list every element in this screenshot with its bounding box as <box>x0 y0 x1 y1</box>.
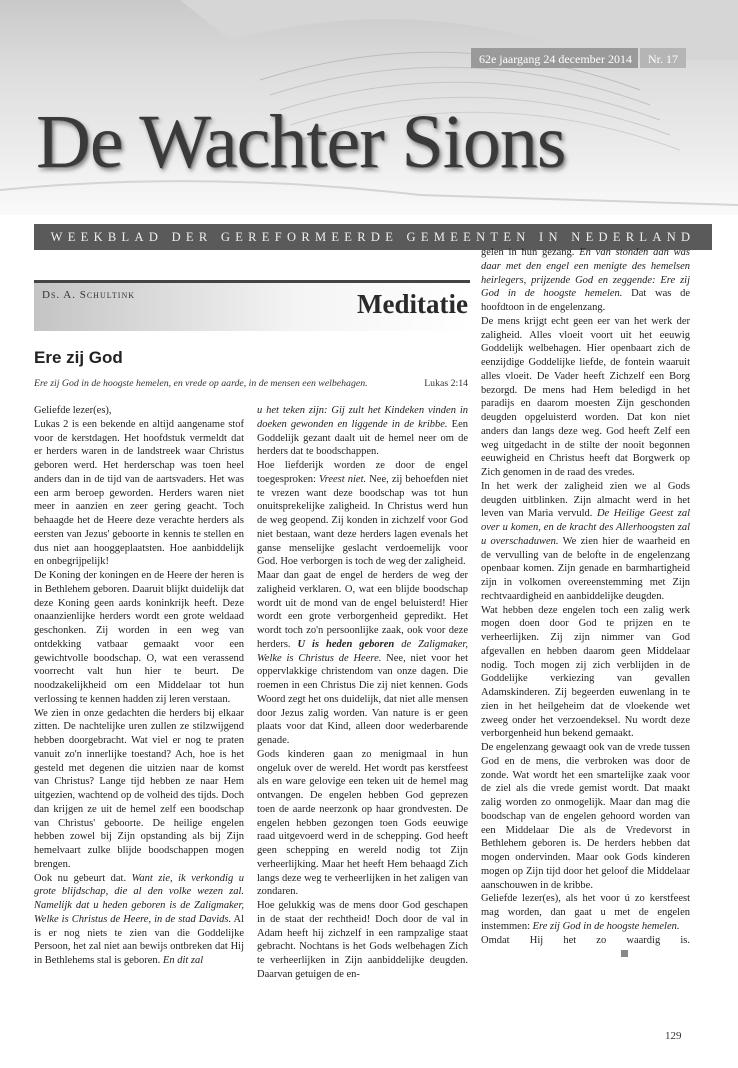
article-title: Ere zij God <box>34 348 123 367</box>
text-column-3 <box>481 246 690 961</box>
section-label: Meditatie <box>357 289 468 319</box>
paragraph: Wat hebben deze engelen toch een zalig werk mogen doen door God te prijzen en te verheerlijken. Zij zijn nimmer van God afgevallen en hebben daarom geen Middelaar nodig. Toch mogen zij zich verblijden in de Goddelijke verkiezing van gevallen Adamskinderen. Zij begeerden euwenlang in te zien in het heilgeheim dat de vloekende wet zweeg onder het verzoendeksel. Nu wordt deze verborgenheid hun bekend gemaakt. <box>481 604 690 740</box>
paragraph: Gods kinderen gaan zo menigmaal in hun ongeluk over de wereld. Het wordt pas kerstfeest als en ware gelovige een teken uit de hemel mag ontvangen. De engelen hebben God geprezen toen de aarde neerzonk op haar grondvesten. De engelen hebben gezongen toen Gods eeuwige raad uitgevoerd werd in de schepping. God heeft geen schepping en wereld nodig tot Zijn verheerlijking. Maar het heeft Hem behaagd Zich langs deze weg te verheerlijken in het zaligen van zondaren. <box>257 748 468 898</box>
end-mark-icon <box>621 950 628 957</box>
verse-text: Ere zij God in de hoogste hemelen, en vrede op aarde, in de mensen een welbehagen. <box>34 378 368 389</box>
paragraph: Geliefde lezer(es), <box>34 405 112 416</box>
paragraph: De engelenzang gewaagt ook van de vrede tussen God en de mens, die verbroken was door de zonde. Wat wordt het een smartelijke zaak voor de ziel als die vrede gemist wordt. Dat maakt zalig worden zo onmogelijk. Maar dan mag die boodschap van de engelen gehoord worden van een Middelaar Die als de Vredevorst in Bethlehem geboren is. De herders hebben dat mogen ondervinden. Maar ook Gods kinderen mogen op Zijn tijd door het geloof die Middelaar aanschouwen in de kribbe. <box>481 742 690 891</box>
page-number: 129 <box>665 1030 682 1042</box>
text-column-2 <box>257 404 468 982</box>
paragraph: Maar dan gaat de engel de herders de weg der zaligheid verklaren. O, wat een blijde boodschap wordt uit de mond van de engel beluisterd! Hier wordt een grote verborgenheid gepredikt. Het wordt toch zo'n persoonlijke zaak, ook voor deze herders. U is heden geboren de Zaligmaker, Welke is Christus de Heere. Nee, niet voor het oppervlakkige christendom van onze dagen. Die roemen in een Christus Die zij niet kennen. Gods Woord zegt het ons duidelijk, dat niet alle mensen door Jezus zalig worden. Van nature is er geen plaats voor dat Kind, alleen door wederbarende genade. <box>257 570 468 746</box>
paragraph: Hoe liefderijk worden ze door de engel toegesproken: Vreest niet. Nee, zij behoefden niet te vrezen want deze boodschap was tot hun onuitsprekelijke zaligheid. In Christus werd hun de weg geopend. Zij konden in zichzelf voor God niet bestaan, want deze herders lagen evenals het ganse menselijke geslacht verdoemelijk voor God. Hoe verborgen is toch de weg der zaligheid. <box>257 460 468 568</box>
paragraph: gelen in hun gezang. En van stonden aan was daar met den engel een menigte des hemelsen heirlegers, prijzende God en zeggende: Ere zij God in de hoogste hemelen. Dat was de hoofdtoon in de engelenzang. <box>481 247 691 313</box>
masthead-title: De Wachter Sions <box>36 100 566 184</box>
paragraph: We zien in onze gedachten die herders bij elkaar zitten. De nachtelijke uren zullen ze stilzwijgend hebben doorgebracht. Wat viel er nog te praten vanuit zo'n innerlijke toestand? Ach, hoe is het gesteld met degenen die uitzien naar de komst van Christus? Lange tijd hebben ze naar Hem uitgezien, wachtend op de volheid des tijds. Doch dan krijgen ze uit de hemel zelf een boodschap van Christus' geboorte. De heilige engelen hebben zowel bij Zijn opstanding als bij Zijn hemelvaart zulke blijde boodschappen mogen brengen. <box>34 707 244 870</box>
issue-date: 62e jaargang 24 december 2014 <box>471 48 638 68</box>
issue-number: Nr. 17 <box>640 48 686 68</box>
paragraph: Geliefde lezer(es), als het voor ú zo kerstfeest mag worden, dan gaat u met de engelen instemmen: Ere zij God in de hoogste hemelen. <box>481 893 690 932</box>
section-header <box>34 280 470 331</box>
verse-reference: Lukas 2:14 <box>424 378 468 389</box>
paragraph: In het werk der zaligheid zien we al Gods deugden uitblinken. Zijn almacht werd in het leven van Maria vervuld. De Heilige Geest zal over u komen, en de kracht des Allerhoogsten zal u overschaduwen. We zien hier de waarheid en de vervulling van de belofte in de engelenzang openbaar komen. Zijn genade en barmhartigheid zijn in volkomen overeenstemming met Zijn rechtvaardigheid en aanbiddelijke deugden. <box>481 480 690 602</box>
text-column-1 <box>34 404 244 968</box>
paragraph: Ook nu gebeurt dat. Want zie, ik verkondig u grote blijdschap, die al den volke wezen zal. Namelijk dat u heden geboren is de Zaligmaker, Welke is Christus de Heere, in de stad Davids. Al is er nog niets te zien van die Goddelijke Persoon, het zal niet aan bewijs ontbreken dat Hij in Bethlehems stal is geboren. En dit zal <box>34 872 245 966</box>
author-name: Ds. A. Schultink <box>42 289 135 301</box>
paragraph: De Koning der koningen en de Heere der heren is in Bethlehem geboren. Daaruit blijkt duidelijk dat deze Koning geen aards koninkrijk heeft. Deze onaanzienlijke herders wordt een grote weldaad geschonken. Zij worden in een weg van ontdekking vatbaar gemaakt voor een gewichtvolle boodschap. O, wat een verassend voorrecht valt hun hier te beurt. De noodzakelijkheid om een Middelaar tot hun verlossing te kennen hadden zij leren verstaan. <box>34 570 244 705</box>
paragraph: Omdat Hij het zo waardig is. <box>481 934 690 962</box>
masthead-subtitle: WEEKBLAD DER GEREFORMEERDE GEMEENTEN IN NEDERLAND <box>34 224 712 250</box>
issue-info-box <box>471 48 686 68</box>
paragraph: De mens krijgt echt geen eer van het werk der zaligheid. Alles vloeit voort uit het eeuwig Goddelijk welbehagen. Hier openbaart zich de eenzijdige Goddelijke liefde, de fontein waaruit alles vloeit. De Vader heeft Zichzelf een Borg bezorgd. De mens had Hem beledigd in het paradijs en daarom moesten Zijn geschonden deugden opgeluisterd worden. Dat kon niet anders dan langs deze weg. God heeft Zelf een weg uitgedacht in de stilte der nooit begonnen eeuwigheid en Christus heeft dat Borgwerk op Zich genomen in de raad des vredes. <box>481 315 690 478</box>
paragraph: Hoe gelukkig was de mens door God geschapen in de staat der rechtheid! Doch door de val in Adam heeft hij zichzelf in een rampzalige staat gebracht. Nochtans is het Gods welbehagen Zich te verheerlijken in Zijn aanbiddelijke deugden. Daarvan getuigen de en- <box>257 900 468 980</box>
scripture-verse <box>34 378 468 389</box>
paragraph: u het teken zijn: Gij zult het Kindeken vinden in doeken gewonden en liggende in de kribbe. Een Goddelijk gezant daalt uit de hemel neer om de herders dat te boodschappen. <box>257 405 468 458</box>
paragraph: Lukas 2 is een bekende en altijd aangename stof voor de kerstdagen. Het hoofdstuk vermeldt dat er herders waren in de landstreek waar Christus geboren werd. Het herderschap was toen heel anders dan in de tijd van de aartsvaders. Het was een arm beroep geworden. Herders waren niet meer in aanzien en zeer gering geacht. Toch behaagde het de Heere deze verachte herders als eersten van Jezus' geboorte in kennis te stellen en dus niet aan hooggeplaatsten. Hoe aanbiddelijk en onbegrijpelijk! <box>34 418 244 568</box>
